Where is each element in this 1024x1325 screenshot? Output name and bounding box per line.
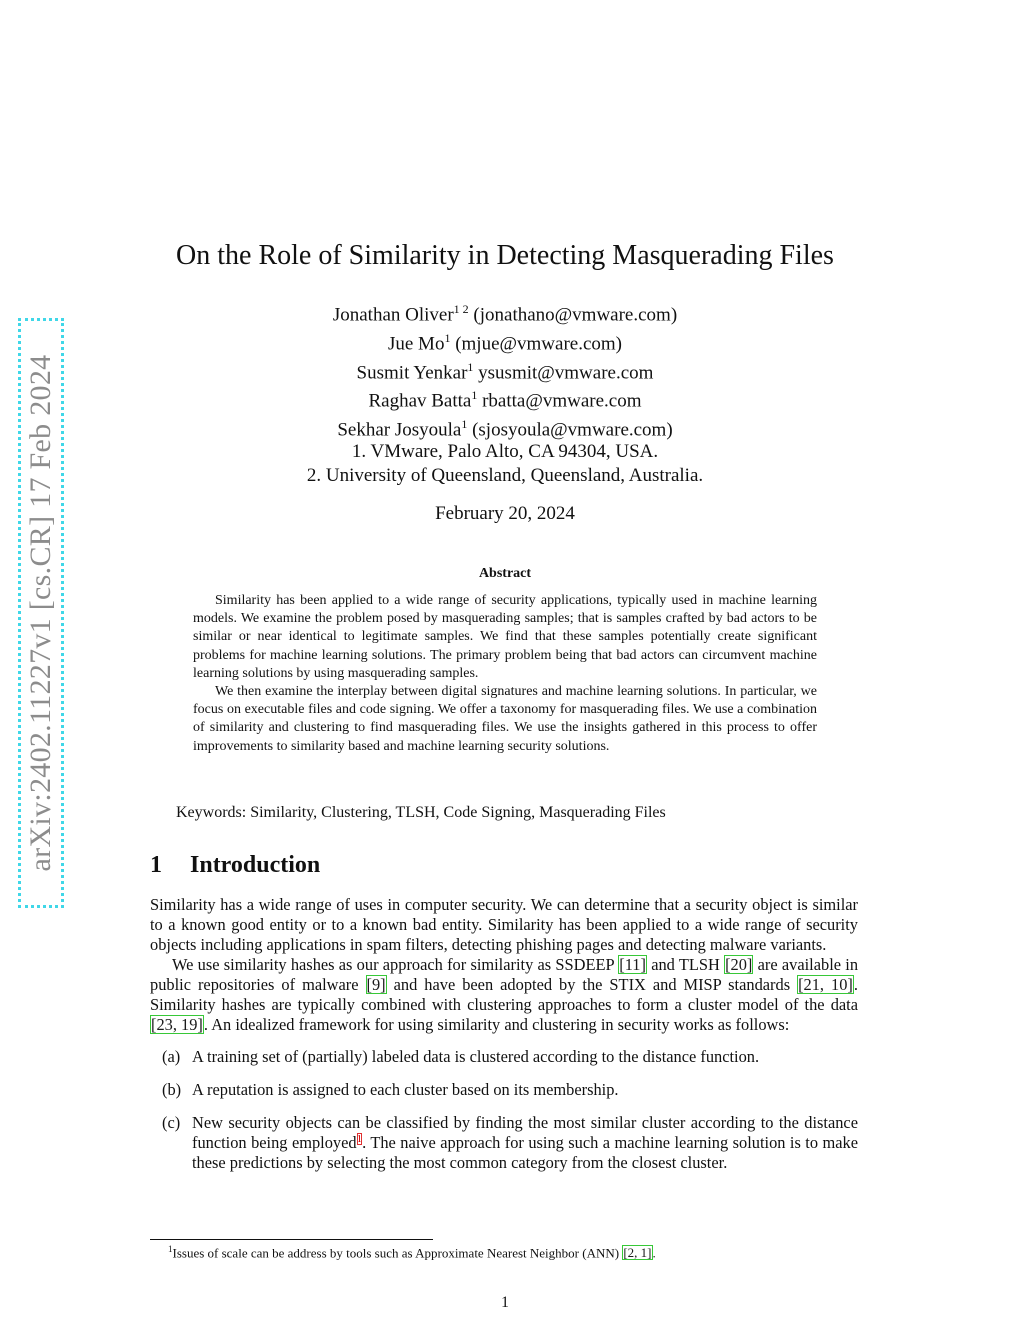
abstract-paragraph: We then examine the interplay between digital signatures and machine learning solutions. In particular, we focus on executable files and code signing. We offer a taxonomy for masquerading files. We use a combination of similarity and clustering to find masquerading files. We use the insights gathered in this process to offer improvements to similarity based and machine learning security solutions.: [193, 684, 817, 754]
list-text: New security objects can be classified by finding the most similar cluster according to the distance function being employed: [192, 1113, 858, 1152]
author-affil-mark: 1: [467, 359, 474, 374]
paper-title: On the Role of Similarity in Detecting Masquerading Files: [176, 240, 834, 271]
affiliation: 2. University of Queensland, Queensland, Australia.: [306, 464, 704, 486]
author-line: [0, 413, 1010, 442]
citation-link[interactable]: [20]: [725, 955, 753, 974]
footnote-text: Issues of scale can be address by tools such as Approximate Nearest Neighbor (ANN): [172, 1245, 623, 1261]
section-title: Introduction: [190, 852, 321, 878]
text-run: are available in public repositories of malware: [150, 955, 859, 994]
text-run: and TLSH: [646, 955, 725, 974]
list-text: A training set of (partially) labeled data is clustered according to the distance function.: [192, 1047, 760, 1066]
citation-link[interactable]: [21, 10]: [798, 975, 853, 994]
footnote-rule: [150, 1239, 433, 1240]
paper-date: February 20, 2024: [435, 503, 575, 524]
author-affil-mark: 1: [444, 330, 451, 345]
text-run: . Similarity hashes are typically combined with clustering approaches to form a cluster model of the data: [150, 975, 858, 1014]
author-name: Raghav Batta: [368, 390, 472, 412]
body-paragraph: Similarity has a wide range of uses in computer security. We can determine that a security object is similar to a known good entity or to a known bad entity. Similarity has been applied to a wide range of security objects including applications in spam filters, detecting phishing pages and detecting malware variants.: [150, 895, 858, 954]
framework-list: [150, 1047, 858, 1173]
citation-link[interactable]: [9]: [366, 975, 386, 994]
author-affil-mark: 1 2: [453, 302, 469, 316]
abstract-body: [193, 592, 817, 756]
list-item: [150, 1047, 858, 1067]
section-number: 1: [150, 852, 162, 878]
citation-link[interactable]: [11]: [619, 955, 646, 974]
text-run: and have been adopted by the STIX and MISP standards: [386, 975, 798, 994]
list-text: A reputation is assigned to each cluster based on its membership.: [192, 1080, 619, 1099]
section-heading: [150, 852, 320, 879]
list-label: (c): [162, 1113, 181, 1132]
list-label: (b): [162, 1080, 182, 1099]
author-line: [0, 298, 1010, 327]
list-label: (a): [162, 1047, 181, 1066]
footnote-link[interactable]: 1: [356, 1132, 363, 1145]
footnote: [168, 1244, 858, 1261]
affiliations: [0, 440, 1010, 487]
abstract-heading: Abstract: [478, 566, 532, 581]
footnote-mark: 1: [168, 1244, 173, 1254]
page-number: 1: [501, 1294, 509, 1311]
author-email: rbatta@vmware.com: [482, 390, 642, 412]
author-affil-mark: 1: [471, 388, 478, 403]
list-item: [150, 1113, 858, 1173]
arxiv-id: arXiv:2402.11227v1 [cs.CR] 17 Feb 2024: [24, 354, 57, 872]
author-email: (jonathano@vmware.com): [473, 304, 678, 326]
author-name: Jonathan Oliver: [332, 304, 454, 326]
list-item: [150, 1080, 858, 1100]
abstract-paragraph: Similarity has been applied to a wide range of security applications, typically used in machine learning models. We examine the problem posed by masquerading samples; that is samples crafted by bad actors to be similar or near identical to legitimate samples. We find that these samples potentially create significant problems for machine learning solutions. The primary problem being that bad actors can circumvent machine learning solutions by using masquerading samples.: [193, 593, 817, 681]
keywords: Keywords: Similarity, Clustering, TLSH, Code Signing, Masquerading Files: [176, 804, 666, 821]
author-list: [0, 298, 1010, 442]
footnote-text: .: [652, 1245, 656, 1261]
citation-link[interactable]: [2, 1]: [623, 1245, 652, 1261]
text-run: We use similarity hashes as our approach for similarity as SSDEEP: [172, 955, 619, 974]
citation-link[interactable]: [23, 19]: [151, 1015, 203, 1034]
author-line: [0, 356, 1010, 385]
author-name: Sekhar Josyoula: [337, 419, 462, 441]
author-name: Jue Mo: [387, 333, 445, 355]
author-affil-mark: 1: [461, 417, 468, 432]
author-email: (mjue@vmware.com): [455, 333, 623, 355]
author-name: Susmit Yenkar: [356, 361, 468, 383]
body-paragraph: [150, 955, 858, 1035]
author-line: [0, 384, 1010, 413]
text-run: . An idealized framework for using similarity and clustering in security works as follows:: [203, 1015, 790, 1034]
list-text: . The naive approach for using such a machine learning solution is to make these predictions by selecting the most common category from the closest cluster.: [192, 1133, 859, 1172]
author-email: (sjosyoula@vmware.com): [472, 419, 673, 441]
section-body: [150, 895, 858, 1186]
affiliation: 1. VMware, Palo Alto, CA 94304, USA.: [351, 441, 659, 462]
author-line: [0, 327, 1010, 356]
author-email: ysusmit@vmware.com: [478, 361, 654, 383]
